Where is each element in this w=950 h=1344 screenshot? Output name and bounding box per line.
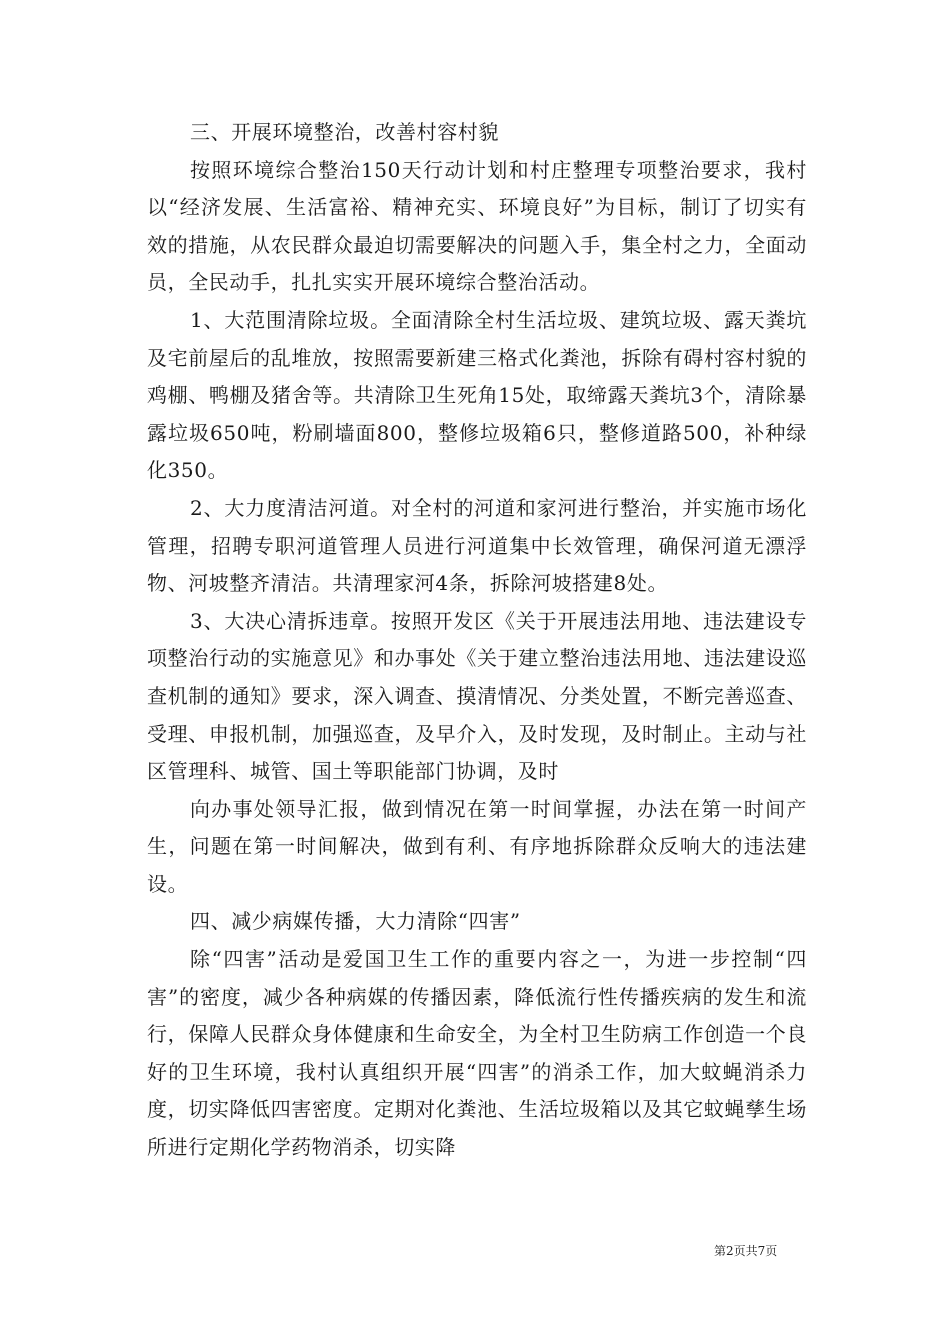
page-number-footer: 第2页共7页 <box>714 1244 778 1258</box>
paragraph-item-2: 2、大力度清洁河道。对全村的河道和家河进行整治，并实施市场化管理，招聘专职河道管理人员进行河道集中长效管理，确保河道无漂浮物、河坡整齐清洁。共清理家河4条，拆除河坡搭建8处。 <box>147 495 807 596</box>
section-heading-environment: 三、开展环境整治，改善村容村貌 <box>190 120 499 144</box>
paragraph-item-3: 3、大决心清拆违章。按照开发区《关于开展违法用地、违法建设专项整治行动的实施意见》和办事处《关于建立整治违法用地、违法建设巡查机制的通知》要求，深入调查、摸清情况、分类处置，不断完善巡查、受理、申报机制，加强巡查，及早介入，及时发现，及时制止。主动与社区管理科、城管、国土等职能部门协调，及时 <box>147 608 807 784</box>
section-heading-four-pests: 四、减少病媒传播，大力清除“四害” <box>190 909 521 934</box>
paragraph-intro: 按照环境综合整治150天行动计划和村庄整理专项整治要求，我村以“经济发展、生活富裕、精神充实、环境良好”为目标，制订了切实有效的措施，从农民群众最迫切需要解决的问题入手，集全村之力，全面动员，全民动手，扎扎实实开展环境综合整治活动。 <box>147 157 807 295</box>
paragraph-four-pests: 除“四害”活动是爱国卫生工作的重要内容之一，为进一步控制“四害”的密度，减少各种病媒的传播因素，降低流行性传播疾病的发生和流行，保障人民群众身体健康和生命安全，为全村卫生防病工作创造一个良好的卫生环境，我村认真组织开展“四害”的消杀工作，加大蚊蝇消杀力度，切实降低四害密度。定期对化粪池、生活垃圾箱以及其它蚊蝇孳生场所进行定期化学药物消杀，切实降 <box>147 947 807 1160</box>
paragraph-item-3-continued: 向办事处领导汇报，做到情况在第一时间掌握，办法在第一时间产生，问题在第一时间解决，做到有利、有序地拆除群众反响大的违法建设。 <box>147 796 807 896</box>
paragraph-item-1: 1、大范围清除垃圾。全面清除全村生活垃圾、建筑垃圾、露天粪坑及宅前屋后的乱堆放，按照需要新建三格式化粪池，拆除有碍村容村貌的鸡棚、鸭棚及猪舍等。共清除卫生死角15处，取缔露天粪坑3个，清除暴露垃圾650吨，粉刷墙面800，整修垃圾箱6只，整修道路500，补种绿化350。 <box>147 307 807 483</box>
document-body <box>147 114 807 1167</box>
